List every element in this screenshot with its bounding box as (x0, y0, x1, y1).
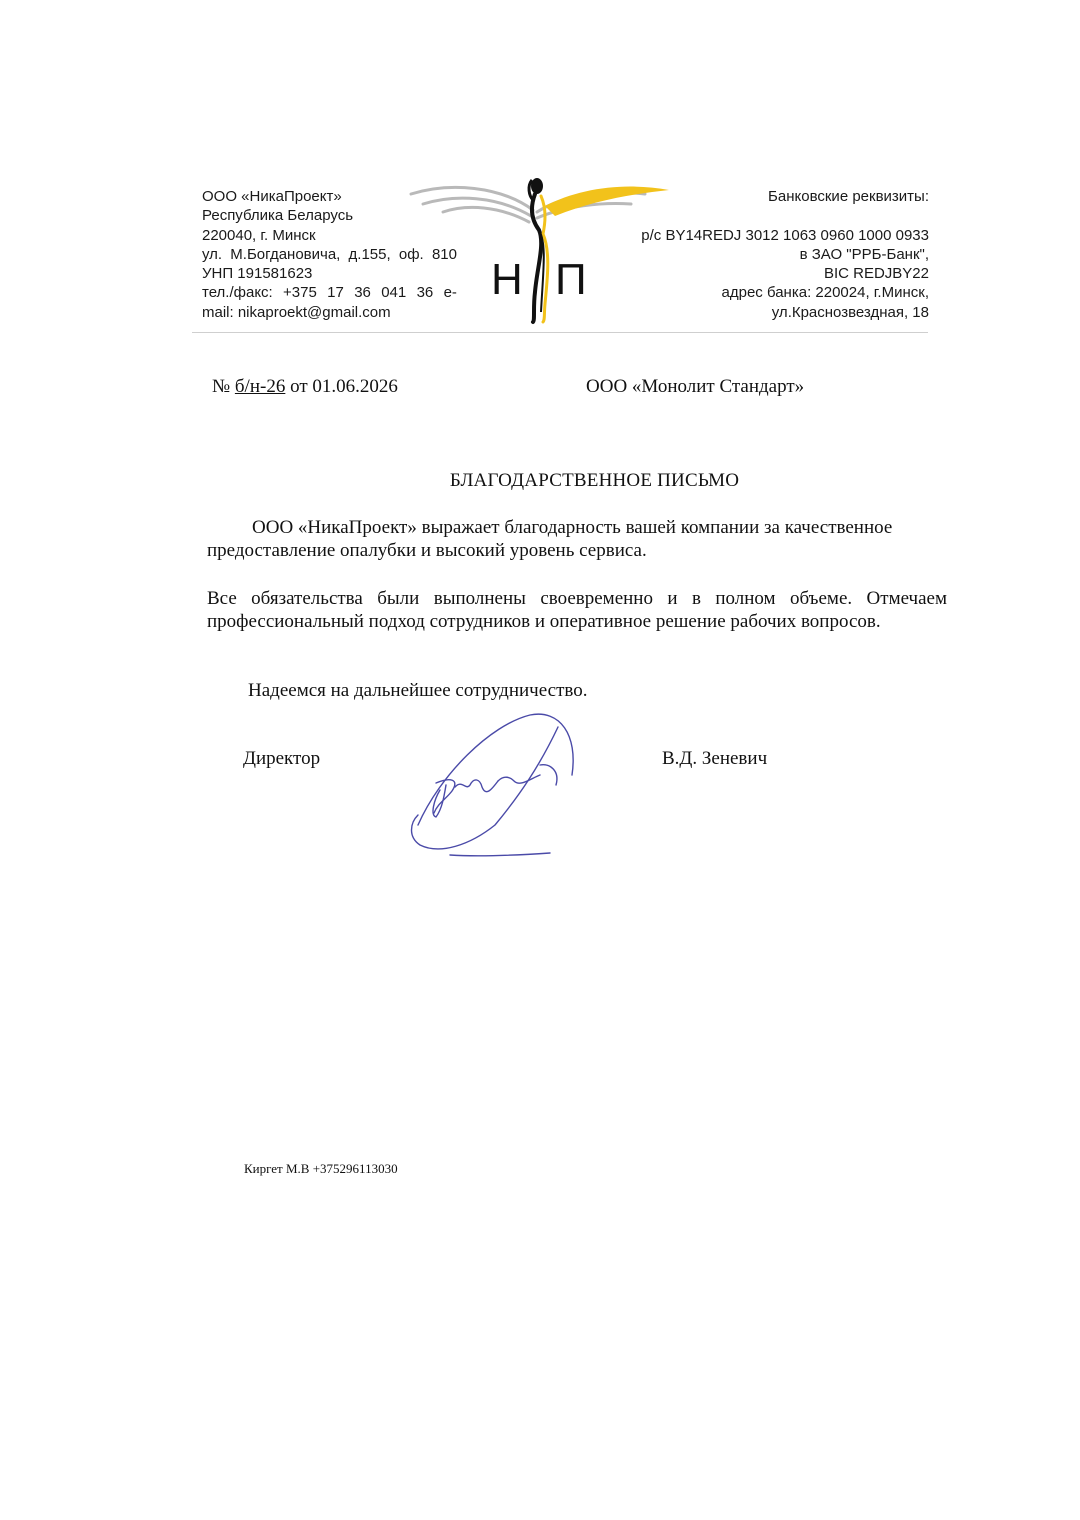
signatory-name: В.Д. Зеневич (662, 748, 768, 769)
sender-city: 220040, г. Минск (202, 226, 316, 244)
letter-reference (212, 376, 398, 398)
contact-note: Киргет М.В +375296113030 (244, 1161, 398, 1176)
paragraph-1-line-2: предоставление опалубки и высокий уровень сервиса. (207, 540, 647, 561)
sender-phone: тел./факс: +375 17 36 041 36 e- (202, 284, 457, 302)
bank-name: в ЗАО "РРБ-Банк", (799, 245, 929, 263)
letter-paragraph-2: Все обязательства были выполнены своевременно и в полном объеме. Отмечаем профессиональный подход сотрудников и оперативное решение рабочих вопросов. (207, 588, 947, 632)
paragraph-1-line-1: ООО «НикаПроект» выражает благодарность вашей компании за качественное (252, 517, 893, 538)
sender-unp: УНП 191581623 (202, 265, 313, 283)
bank-heading: Банковские реквизиты: (768, 188, 929, 205)
letter-date: от 01.06.2026 (290, 376, 398, 397)
sender-country: Республика Беларусь (202, 207, 354, 225)
letter-paragraph-3: Надеемся на дальнейшее сотрудничество. (248, 680, 588, 701)
bank-account: р/с BY14REDJ 3012 1063 0960 1000 0933 (641, 226, 929, 244)
handwritten-signature (400, 705, 590, 870)
letter-paragraph-1 (207, 516, 947, 562)
letter-number: б/н-26 (234, 376, 286, 397)
sender-company: ООО «НикаПроект» (202, 188, 342, 205)
number-sign: № (212, 376, 231, 397)
bank-gap (609, 206, 929, 225)
logo-letter-right: П (555, 255, 587, 304)
bank-address: адрес банка: 220024, г.Минск, (721, 284, 929, 302)
recipient: ООО «Монолит Стандарт» (586, 376, 805, 397)
header-divider (192, 332, 928, 333)
letter-title: БЛАГОДАРСТВЕННОЕ ПИСЬМО (449, 470, 740, 491)
bank-street: ул.Краснозвездная, 18 (771, 303, 929, 321)
logo-letter-left: Н (491, 255, 523, 304)
sender-email: mail: nikaproekt@gmail.com (202, 303, 391, 321)
logo-figure (529, 178, 548, 322)
bank-details (609, 187, 929, 322)
bank-bic: BIC REDJBY22 (823, 265, 929, 283)
sender-street: ул. М.Богдановича, д.155, оф. 810 (202, 245, 457, 263)
signatory-role: Директор (243, 748, 321, 769)
